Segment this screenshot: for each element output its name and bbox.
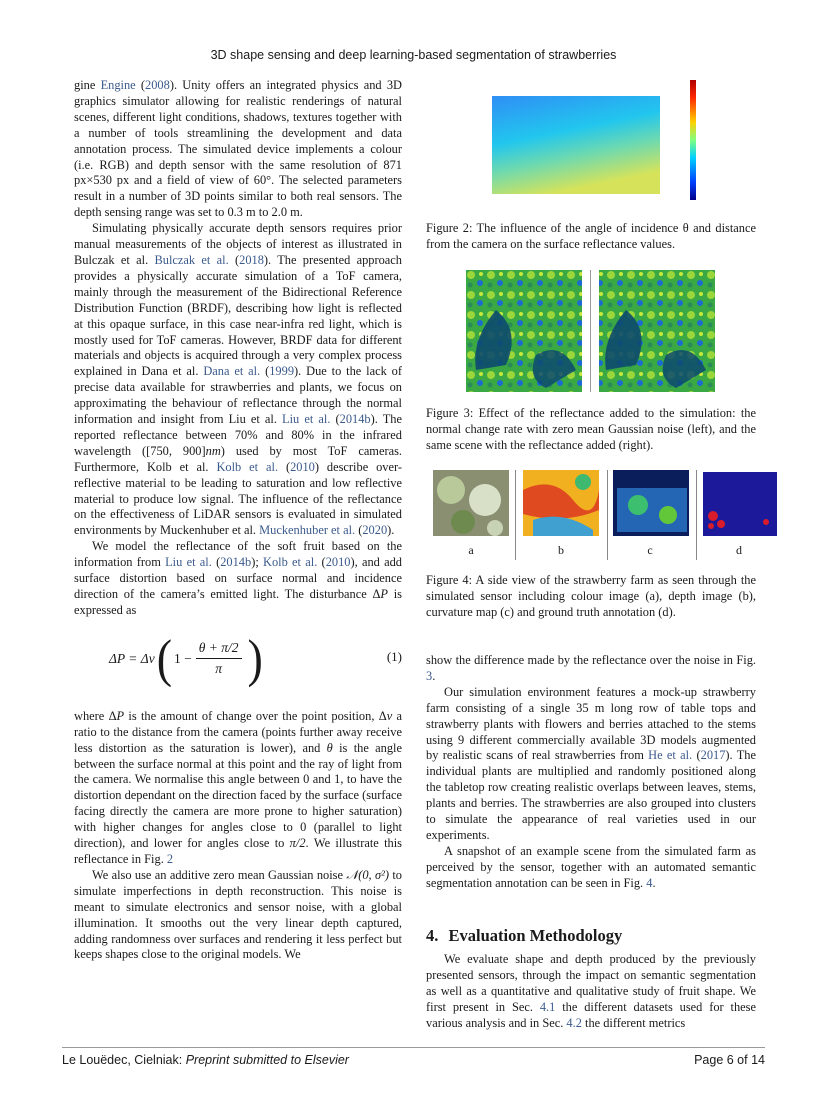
paragraph: We evaluate shape and depth produced by the previously presented sensors, through the impact on semantic segmentation as well as a quantitative and qualitative study of fruit shape. We first present in Sec. 4.1 the different datasets used for these various analysis and in Sec. 4.2 the different metrics xyxy=(426,952,756,1030)
figure-4-caption: Figure 4: A side view of the strawberry farm as seen through the simulated sensor including colour image (a), depth image (b), curvature map (c) and ground truth annotation (d). xyxy=(426,573,756,619)
citation-link[interactable]: 2008 xyxy=(145,78,170,92)
paragraph: Simulating physically accurate depth sensors requires prior manual measurements of the objects of interest as illustrated in Bulczak et al. Bulczak et al. (2018). The presented approach provides a physically accurate simulation of a ToF camera, mainly through the measurement of the Bidirectional Reference Distribution Function (BRDF), describing how light is reflected at this opaque surface, in this case near-infra red light, which is mostly used for ToF cameras. However, BRDF data for different materials and objects is acquired through a very complex process explained in Dana et al. Dana et al. (1999). Due to the lack of precise data available for strawberries and plants, we focus on approximating the behaviour of reflectance through the normal information and insight from Liu et al. Liu et al. (2014b). The reported reflectance between 70% and 80% in the infrared wavelength ([750, 900]nm) used by most ToF cameras. Furthermore, Kolb et al. Kolb et al. (2010) describe over-reflective material to be leading to saturation and low reflective material to produce low signal. The influence of the reflectance on the effectiveness of LiDAR sensors is evaluated in simulated environments by Muckenhuber et al. Muckenhuber et al. (2020). xyxy=(74,221,403,538)
figure-2-reflectance-heatmap xyxy=(470,78,720,206)
citation-link[interactable]: 1999 xyxy=(269,364,295,379)
equation-number: (1) xyxy=(386,648,402,664)
figure-4-label-c: c xyxy=(647,543,653,557)
right-column xyxy=(426,653,756,892)
citation-link[interactable]: Liu et al. xyxy=(165,555,212,570)
equation-lhs: ΔP = Δv xyxy=(109,650,155,666)
figure-link[interactable]: 4 xyxy=(646,875,653,890)
equation-fraction xyxy=(196,640,242,677)
figure-3-right-panel xyxy=(599,270,715,392)
citation-link[interactable]: Kolb et al. xyxy=(216,459,279,474)
figure-4-ground-truth-annotation xyxy=(703,472,777,536)
citation-link[interactable]: He et al. xyxy=(648,748,693,763)
figure-4-colour-image xyxy=(433,470,509,536)
page-number: Page 6 of 14 xyxy=(694,1053,765,1067)
left-column xyxy=(74,78,402,963)
heatmap-surface xyxy=(492,96,660,194)
paragraph: gine Engine (2008). Unity offers an integrated physics and 3D graphics simulator allowing for realistic renderings of natural scenes, different light conditions, shadows, textures together with a number of tools streamlining the development and data annotation process. The simulated device implements a colour (i.e. RGB) and depth sensor with the same resolution of 871 px×530 px and a field of view of 60°. The selected parameters result in a number of 3D points similar to both real sensors. The depth sensing range was set to 0.3 m to 2.0 m. xyxy=(74,78,402,220)
equation-1: ΔP = Δv ( 1 − $\frac{\theta + \pi/2}{\pi}$ ) (1) xyxy=(109,628,402,688)
citation-link[interactable]: 2014b xyxy=(220,555,252,570)
figure-2-caption: Figure 2: The influence of the angle of incidence θ and distance from the camera on the surface reflectance values. xyxy=(426,221,756,251)
colorbar xyxy=(690,80,696,200)
paragraph: where ΔP is the amount of change over the point position, Δv a ratio to the distance from the camera (points further away receive less distortion as the saturation is lower), and θ is the angle between the surface normal at this point and the ray of light from the camera. We normalise this angle between 0 and 1, to have the distortion dependant on the direction faced by the surface (surface facing directly the camera are more prone to higher saturation) with higher changes for angles close to 0 (parallel to light direction), and lower for angles close to π/2. We illustrate this reflectance in Fig. 2 xyxy=(74,708,403,866)
figure-3-caption: Figure 3: Effect of the reflectance added to the simulation: the normal change rate with zero mean Gaussian noise (left), and the same scene with the reflectance added (right). xyxy=(426,406,756,452)
citation-link[interactable]: 2014b xyxy=(339,412,371,427)
figure-3-divider xyxy=(590,270,591,392)
paragraph: show the difference made by the reflectance over the noise in Fig. 3. xyxy=(426,653,756,683)
running-header: 3D shape sensing and deep learning-based segmentation of strawberries xyxy=(210,48,617,62)
citation-link[interactable]: 2017 xyxy=(700,748,726,763)
equation-numerator: θ + π/2 xyxy=(196,640,242,659)
citation-link[interactable]: Dana et al. xyxy=(203,364,261,379)
right-column-continued xyxy=(426,952,756,1032)
figure-4-label-b: b xyxy=(558,543,564,557)
citation-link[interactable]: 2018 xyxy=(239,252,264,267)
footer-authors: Le Louëdec, Cielniak: Preprint submitted to Elsevier xyxy=(62,1053,349,1067)
figure-link[interactable]: 3 xyxy=(426,668,433,683)
section-title: Evaluation Methodology xyxy=(448,926,623,945)
paragraph: Our simulation environment features a mock-up strawberry farm consisting of a single 35 m long row of table tops and strawberry plants with flowers and berries attached to the stems using 9 different commercially available 3D models augmented by realistic scans of real strawberries from He et al. (2017). The individual plants are multiplied and randomly positioned along the tabletop row creating realistic overlaps between leaves, stems, plants and berries. The strawberries are also grouped into clusters to simulate the appearance of real varieties used in our experiments. xyxy=(426,684,756,842)
figure-4-depth-image xyxy=(523,470,599,536)
citation-link[interactable]: 2010 xyxy=(290,459,315,474)
citation-link[interactable]: Bulczak et al. xyxy=(154,252,229,267)
paragraph: A snapshot of an example scene from the simulated farm as perceived by the sensor, together with an automated semantic segmentation annotation can be seen in Fig. 4. xyxy=(426,843,756,890)
figure-3-reflectance-comparison xyxy=(466,270,718,392)
equation-one-minus: 1 − xyxy=(174,650,192,666)
citation-link[interactable]: 2010 xyxy=(325,555,351,570)
citation-link[interactable]: Muckenhuber et al. xyxy=(259,523,356,538)
footer-divider xyxy=(62,1047,765,1048)
equation-denominator: π xyxy=(215,661,223,677)
figure-3-left-panel xyxy=(466,270,582,392)
figure-4-curvature-map xyxy=(613,470,689,536)
figure-link[interactable]: 2 xyxy=(166,851,174,866)
section-link[interactable]: 4.2 xyxy=(566,1015,582,1030)
citation-link[interactable]: 2020 xyxy=(362,523,388,538)
section-heading xyxy=(426,926,622,946)
section-number: 4. xyxy=(426,926,439,945)
citation-link[interactable]: Kolb et al. xyxy=(263,555,318,570)
citation-link[interactable]: Liu et al. xyxy=(282,412,331,427)
footer-venue: Preprint submitted to Elsevier xyxy=(185,1053,349,1067)
figure-4-label-a: a xyxy=(468,543,474,557)
figure-4-label-d: d xyxy=(736,543,742,557)
citation-link[interactable]: Engine xyxy=(100,78,136,92)
section-link[interactable]: 4.1 xyxy=(539,999,556,1014)
paragraph: We model the reflectance of the soft fruit based on the information from Liu et al. (2014b); Kolb et al. (2010), and add surface distortion based on surface normal and incidence direction of the camera’s emitted light. The disturbance ΔP is expressed as xyxy=(74,539,402,617)
paragraph: We also use an additive zero mean Gaussian noise 𝒩(0, σ²) to simulate imperfections in depth reconstruction. This noise is meant to simulate electronics and sensor noise, with a global illumination. It smooths out the very linear depth captured, adding randomness over surfaces and rendering it less perfect but keeps shapes close to the original models. We xyxy=(74,867,402,962)
